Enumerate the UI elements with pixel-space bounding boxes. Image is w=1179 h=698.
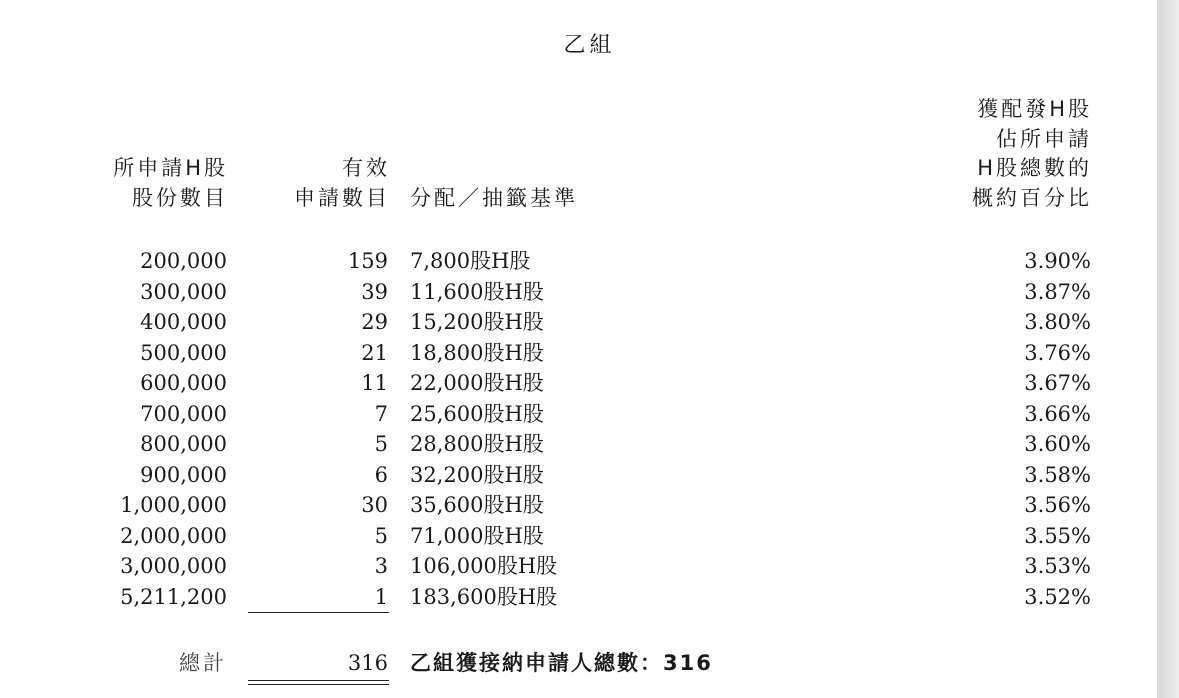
allocation-basis-cell: 106,000股H股 [410,554,558,578]
valid-applications-cell: 159 [347,249,388,273]
percentage-cell: 3.56% [1024,493,1091,517]
table-row [0,582,1179,613]
valid-applications-cell: 1 [374,584,388,609]
header-valid-line-1: 有效 [342,156,390,180]
allocation-basis-cell: 15,200股H股 [410,310,544,334]
header-pct-line-4: 概約百分比 [972,185,1092,210]
allocation-basis-cell: 32,200股H股 [410,462,544,487]
requested-shares-cell: 2,000,000 [120,523,227,548]
allocation-basis-cell: 25,600股H股 [410,401,544,426]
header-requested-line-2: 股份數目 [132,185,228,210]
allocation-basis-cell: 18,800股H股 [410,340,544,365]
total-row [0,647,1179,679]
valid-applications-cell: 30 [361,493,388,517]
percentage-cell: 3.53% [1024,554,1091,578]
requested-shares-cell: 1,000,000 [120,493,227,517]
allocation-basis-cell: 11,600股H股 [410,279,544,304]
table-row [0,551,1179,582]
total-label: 總計 [179,651,227,675]
requested-shares-cell: 400,000 [140,310,227,334]
total-double-rule [248,680,389,685]
header-approx-percentage [930,95,1092,213]
table-row [0,307,1179,338]
valid-applications-cell: 11 [361,371,388,395]
table-row [0,368,1179,399]
header-valid-line-2: 申請數目 [294,185,390,210]
table-row [0,521,1179,552]
requested-shares-cell: 500,000 [140,340,227,365]
valid-applications-cell: 5 [374,523,388,548]
percentage-cell: 3.90% [1024,249,1091,273]
header-pct-line-3: H股總數的 [977,156,1092,180]
percentage-cell: 3.52% [1024,584,1091,609]
allocation-basis-cell: 71,000股H股 [410,523,544,548]
percentage-cell: 3.66% [1024,401,1091,426]
allocation-basis-cell: 22,000股H股 [410,371,544,395]
percentage-cell: 3.60% [1024,432,1091,456]
requested-shares-cell: 600,000 [140,371,227,395]
percentage-cell: 3.67% [1024,371,1091,395]
requested-shares-cell: 200,000 [140,249,227,273]
percentage-cell: 3.80% [1024,310,1091,334]
header-valid-applications [270,154,390,213]
table-row [0,429,1179,460]
subtotal-rule [248,612,389,613]
allocation-basis-cell: 35,600股H股 [410,493,544,517]
requested-shares-cell: 3,000,000 [120,554,227,578]
valid-applications-cell: 7 [374,401,388,426]
valid-applications-cell: 39 [361,279,388,304]
valid-applications-cell: 3 [374,554,388,578]
table-row [0,490,1179,521]
requested-shares-cell: 800,000 [140,432,227,456]
header-pct-line-1: 獲配發H股 [977,97,1092,121]
header-requested-shares [100,154,228,213]
table-row [0,399,1179,430]
group-title: 乙組 [563,33,616,58]
allocation-table [0,246,1179,612]
requested-shares-cell: 5,211,200 [120,584,227,609]
percentage-cell: 3.76% [1024,340,1091,365]
requested-shares-cell: 900,000 [140,462,227,487]
valid-applications-cell: 21 [361,340,388,365]
percentage-cell: 3.55% [1024,523,1091,548]
header-requested-line-1: 所申請H股 [113,156,228,180]
header-pct-line-2: 佔所申請 [996,126,1092,151]
table-row [0,338,1179,369]
total-value: 316 [347,651,388,675]
table-row [0,246,1179,277]
table-row [0,460,1179,491]
requested-shares-cell: 300,000 [140,279,227,304]
allocation-basis-cell: 7,800股H股 [410,249,531,273]
valid-applications-cell: 5 [374,432,388,456]
table-row [0,277,1179,308]
header-allocation-basis [410,184,578,214]
valid-applications-cell: 29 [361,310,388,334]
header-basis-line: 分配／抽籤基準 [410,186,578,210]
valid-applications-cell: 6 [374,462,388,487]
percentage-cell: 3.87% [1024,279,1091,304]
percentage-cell: 3.58% [1024,462,1091,487]
requested-shares-cell: 700,000 [140,401,227,426]
total-summary: 乙組獲接納申請人總數：316 [410,651,713,675]
allocation-basis-cell: 183,600股H股 [410,584,558,609]
allocation-basis-cell: 28,800股H股 [410,432,544,456]
